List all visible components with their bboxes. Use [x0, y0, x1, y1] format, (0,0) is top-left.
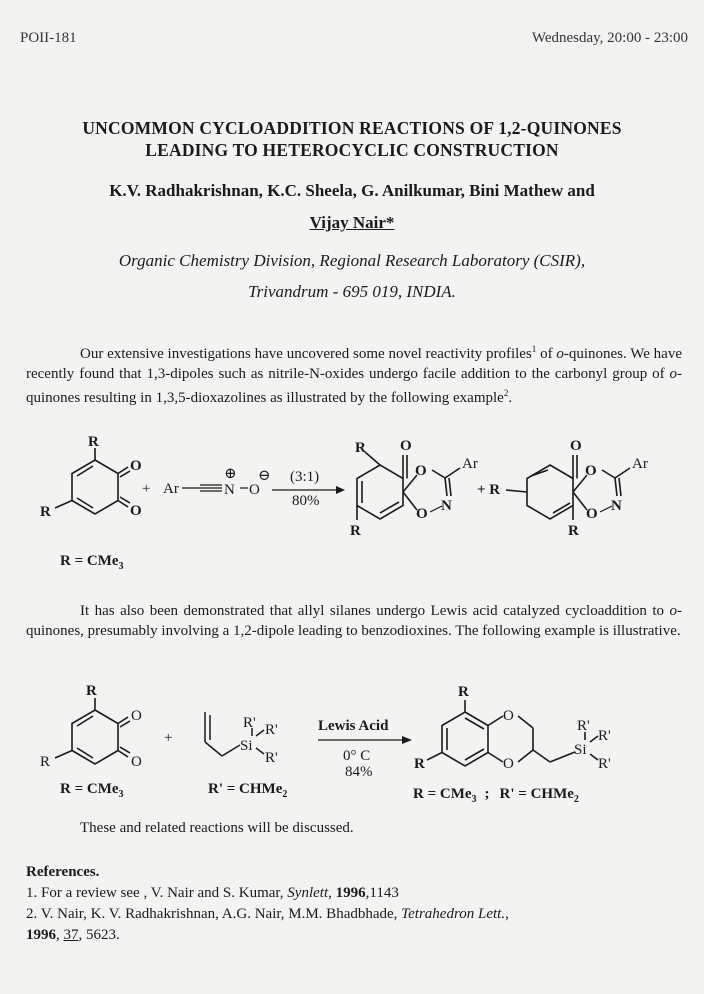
structure-part: R' = CHMe: [499, 786, 574, 802]
bond-line: [533, 750, 550, 762]
bond-line: [365, 452, 380, 465]
bond-line: [55, 501, 72, 509]
r-label: R: [458, 684, 469, 700]
si-label: Si: [574, 742, 587, 758]
corresponding-author: Vijay Nair*: [309, 213, 395, 232]
o-label: O: [130, 458, 142, 474]
bond-line: [55, 751, 72, 759]
o-label: O: [415, 463, 427, 479]
bond-line: [518, 750, 533, 762]
reagent-label: Lewis Acid: [318, 718, 389, 734]
r-prime-label: R': [265, 722, 278, 738]
structure-part: 3: [471, 794, 477, 805]
paragraph-1: Our extensive investigations have uncovered some novel reactivity profiles$^1$ of o-quinones. We have recently found that 1,3-dipoles such as nitrile-N-oxides undergo facile addition to the carbonyl group of o-quinones resulting in 1,3,5-dioxazolines as illustrated by the following example$^2$.: [26, 344, 682, 406]
structure-part: ;: [484, 786, 490, 802]
structure-part: 3: [118, 561, 124, 572]
structure-part: 3: [118, 789, 124, 800]
plus-sign: +: [142, 481, 151, 497]
affiliation-line-1: Organic Chemistry Division, Regional Research Laboratory (CSIR),: [118, 251, 586, 270]
o-label: O: [249, 482, 260, 498]
bond-line: [550, 752, 575, 762]
bond-line: [427, 753, 442, 761]
title-line-1: UNCOMMON CYCLOADDITION REACTIONS OF 1,2-QUINONES: [82, 118, 622, 138]
bond-line: [488, 716, 503, 726]
o-label: O: [503, 708, 514, 724]
n-label: N: [441, 498, 452, 514]
bond-line: [465, 718, 484, 729]
bond-line: [488, 753, 503, 763]
r-prime-label: R': [577, 718, 590, 734]
r-definition: [60, 781, 124, 800]
bond-line: [590, 736, 598, 742]
o-label: O: [585, 463, 597, 479]
plus-r-label: + R: [477, 482, 501, 498]
o-label: O: [586, 506, 598, 522]
bond-line: [77, 498, 93, 508]
structure-part: R = CMe: [413, 786, 472, 802]
r-prime-label: R': [598, 756, 611, 772]
negative-charge: ⊖: [258, 468, 271, 484]
session-time: Wednesday, 20:00 - 23:00: [531, 30, 688, 46]
positive-charge: ⊕: [224, 466, 237, 482]
affiliation-line-2: Trivandrum - 695 019, INDIA.: [248, 282, 456, 301]
structure-part: 2: [573, 794, 579, 805]
bond-line: [205, 742, 222, 756]
product-definitions: [413, 786, 579, 805]
bond-line: [465, 749, 484, 760]
r-definition: [60, 553, 124, 572]
bond-line: [380, 502, 399, 513]
structure-part: 2: [282, 789, 288, 800]
bond-line: [615, 468, 630, 478]
bond-line: [602, 470, 615, 478]
ar-label: Ar: [462, 456, 478, 472]
product-ratio: (3:1): [290, 469, 320, 485]
r-prime-label: R': [243, 715, 256, 731]
structure-part: [72, 710, 118, 764]
r-label: R: [40, 754, 51, 770]
bond-line: [573, 492, 587, 510]
bond-line: [403, 492, 417, 510]
bond-line: [445, 478, 447, 496]
r-label: R: [414, 756, 425, 772]
reaction-yield: 80%: [292, 493, 320, 509]
scheme-2-allylsilane-cycloaddition: [0, 670, 704, 810]
references-heading: References.: [26, 864, 100, 880]
o-label: O: [130, 503, 142, 519]
plus-sign: +: [164, 730, 173, 746]
n-label: N: [224, 482, 235, 498]
arrow-head: [402, 736, 412, 744]
bond-line: [432, 470, 445, 478]
session-code: POII-181: [20, 30, 77, 46]
bond-line: [256, 730, 264, 736]
structure-part: R = CMe: [60, 781, 119, 797]
bond-line: [449, 478, 451, 496]
structure-part: [442, 712, 488, 766]
structure-part: R = CMe: [60, 553, 119, 569]
bond-line: [77, 716, 93, 726]
r-label: R: [350, 523, 361, 539]
bond-line: [615, 478, 617, 496]
n-label: N: [611, 498, 622, 514]
si-label: Si: [240, 738, 253, 754]
reaction-yield: 84%: [345, 764, 373, 780]
structure-part: [527, 465, 573, 519]
r-label: R: [568, 523, 579, 539]
o-label: O: [131, 708, 142, 724]
bond-line: [518, 716, 533, 728]
bond-line: [506, 490, 527, 492]
structure-part: R' = CHMe: [208, 781, 283, 797]
r-prime-label: R': [265, 750, 278, 766]
r-label: R: [355, 440, 366, 456]
bond-line: [77, 748, 93, 758]
o-label: O: [131, 754, 142, 770]
quinone-structure: [55, 698, 130, 764]
bond-line: [590, 754, 598, 760]
bond-line: [222, 745, 240, 756]
temperature-label: 0° C: [343, 748, 371, 764]
bond-line: [256, 748, 264, 754]
arrow-head: [336, 486, 345, 494]
r-prime-label: R': [598, 728, 611, 744]
bond-line: [77, 466, 93, 476]
nitrile-triple-bond: [182, 485, 248, 491]
closing-statement: These and related reactions will be discussed.: [80, 820, 354, 836]
authors-line-1: K.V. Radhakrishnan, K.C. Sheela, G. Anilkumar, Bini Mathew and: [109, 181, 595, 200]
ar-label: Ar: [632, 456, 648, 472]
structure-part: [357, 465, 403, 519]
r-label: R: [40, 504, 51, 520]
o-label: O: [416, 506, 428, 522]
paragraph-2: It has also been demonstrated that allyl silanes undergo Lewis acid catalyzed cycloaddition to o-quinones, presumably involving a 1,2-dipole leading to benzodioxines. The following example is illustrative.: [26, 603, 682, 639]
r-label: R: [88, 434, 99, 450]
authors-line-2: [0, 213, 704, 233]
r-label: R: [86, 683, 97, 699]
o-label: O: [400, 438, 412, 454]
bond-line: [619, 478, 621, 496]
ar-label: Ar: [163, 481, 179, 497]
references: [26, 862, 686, 946]
quinone-structure: [55, 448, 130, 514]
title-line-2: LEADING TO HETEROCYCLIC CONSTRUCTION: [145, 140, 559, 160]
reference-2: 2. V. Nair, K. V. Radhakrishnan, A.G. Nair, M.M. Bhadbhade, Tetrahedron Lett., 1996, 37, 5623.: [26, 906, 509, 943]
reference-1: 1. For a review see , V. Nair and S. Kumar, Synlett, 1996,1143: [26, 885, 399, 901]
o-label: O: [570, 438, 582, 454]
o-label: O: [503, 756, 514, 772]
structure-part: [72, 460, 118, 514]
r-prime-definition: [208, 781, 287, 800]
bond-line: [445, 468, 460, 478]
scheme-1-nitrile-oxide-cycloaddition: [0, 425, 704, 575]
